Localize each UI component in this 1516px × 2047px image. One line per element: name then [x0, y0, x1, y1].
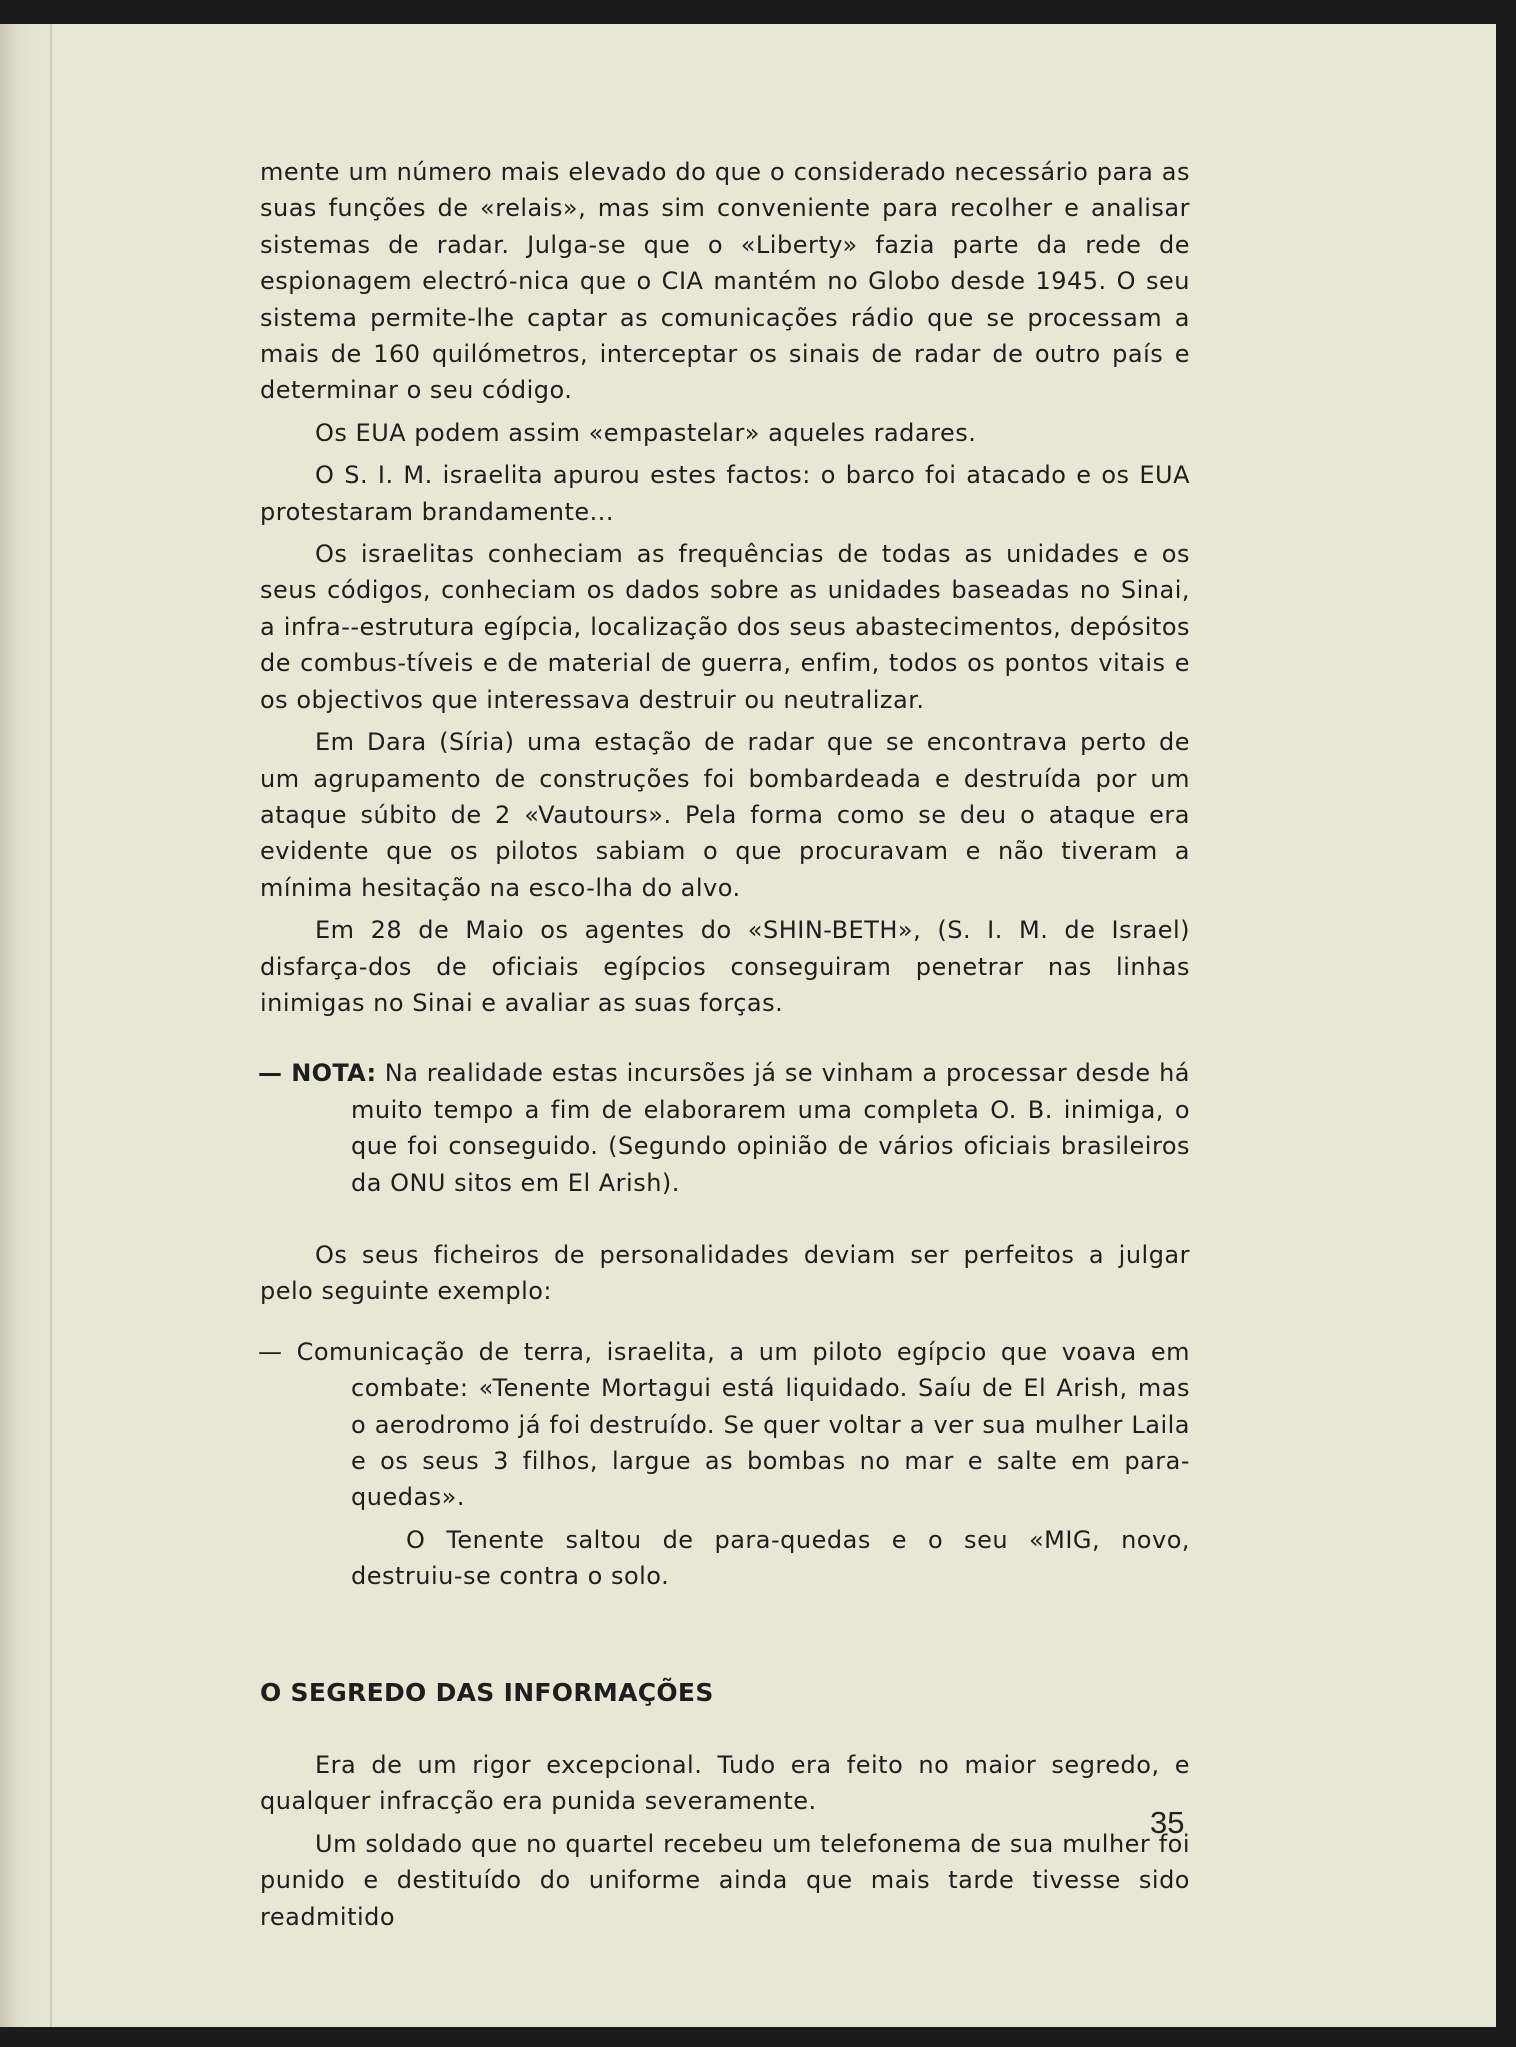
paragraph: Os seus ficheiros de personalidades deviam ser perfeitos a julgar pelo seguinte exemplo:: [260, 1240, 1190, 1306]
page-edge-shadow: [0, 24, 56, 2027]
paragraph: Em 28 de Maio os agentes do «SHIN-BETH», (S. I. M. de Israel) disfarça-dos de oficiais egípcios conseguiram penetrar nas linhas inimigas no Sinai e avaliar as suas forças.: [260, 916, 1190, 1017]
note-label: — NOTA:: [258, 1059, 377, 1088]
note-block: [258, 1055, 1190, 1201]
page-body: [260, 154, 1190, 1935]
quoted-communication: — Comunicação de terra, israelita, a um piloto egípcio que voava em combate: «Tenente Mortagui está liquidado. Saíu de El Arish, mas o aerodromo já foi destruído. Se quer voltar a ver sua mulher Laila e os seus 3 filhos, largue as bombas no mar e salte em para-quedas».: [258, 1337, 1190, 1512]
paragraph: Em Dara (Síria) uma estação de radar que se encontrava perto de um agrupamento de construções foi bombardeada e destruída por um ataque súbito de 2 «Vautours». Pela forma como se deu o ataque era evidente que os pilotos sabiam o que procuravam e não tiveram a mínima hesitação na esco-lha do alvo.: [260, 728, 1190, 902]
paragraph: mente um número mais elevado do que o considerado necessário para as suas funções de «relais», mas sim conveniente para recolher e analisar sistemas de radar. Julga-se que o «Liberty» fazia parte da rede de espionagem electró-nica que o CIA mantém no Globo desde 1945. O seu sistema permite-lhe captar as comunicações rádio que se processam a mais de 160 quilómetros, interceptar os sinais de radar de outro país e determinar o seu código.: [260, 158, 1190, 405]
scan-border-bottom: [0, 2027, 1516, 2047]
paragraph: Era de um rigor excepcional. Tudo era feito no maior segredo, e qualquer infracção era punida severamente.: [260, 1751, 1190, 1816]
scan-border-top: [0, 0, 1516, 24]
note-text: Na realidade estas incursões já se vinham a processar desde há muito tempo a fim de elaborarem uma completa O. B. inimiga, o que foi conseguido. (Segundo opinião de vários oficiais brasileiros da ONU sitos em El Arish).: [351, 1059, 1190, 1197]
section-heading: O SEGREDO DAS INFORMAÇÕES: [260, 1677, 714, 1707]
binding-spine: [50, 24, 52, 2027]
paragraph: Um soldado que no quartel recebeu um telefonema de sua mulher foi punido e destituído do uniforme ainda que mais tarde tivesse sido readmitido: [260, 1829, 1190, 1931]
paragraph: Os israelitas conheciam as frequências de todas as unidades e os seus códigos, conheciam os dados sobre as unidades baseadas no Sinai, a infra--estrutura egípcia, localização dos seus abastecimentos, depósitos de combus-tíveis e de material de guerra, enfim, todos os pontos vitais e os objectivos que interessava destruir ou neutralizar.: [260, 540, 1190, 714]
paragraph: O Tenente saltou de para-quedas e o seu «MIG, novo, destruiu-se contra o solo.: [351, 1525, 1190, 1591]
page-number: 35: [1150, 1805, 1185, 1840]
paragraph: Os EUA podem assim «empastelar» aqueles radares.: [315, 418, 977, 447]
scan-border-right: [1496, 0, 1516, 2047]
paragraph: O S. I. M. israelita apurou estes factos: o barco foi atacado e os EUA protestaram brandamente...: [260, 461, 1190, 526]
